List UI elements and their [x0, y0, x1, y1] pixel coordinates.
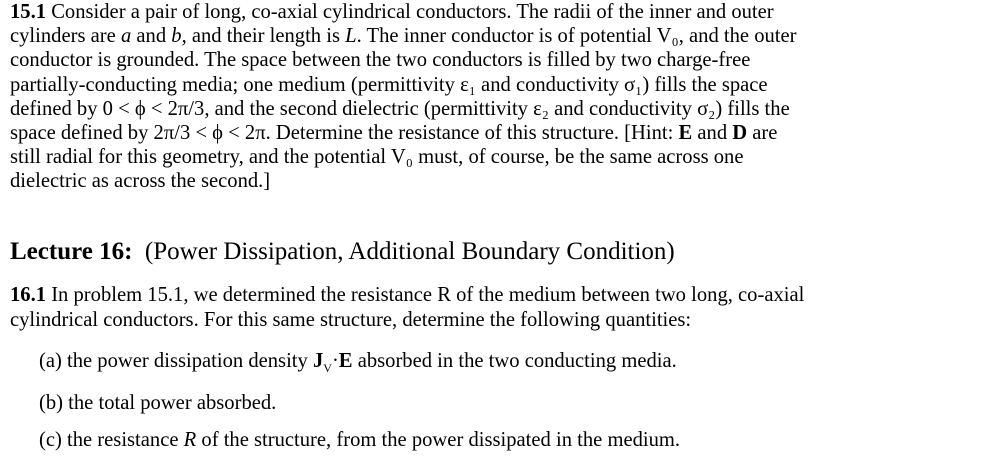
lecture-heading	[10, 237, 675, 267]
lecture-title: (Power Dissipation, Additional Boundary Condition)	[132, 238, 675, 265]
problem-15-1-line-1: 15.1 Consider a pair of long, co-axial cylindrical conductors. The radii of the inner and outer	[10, 1, 774, 23]
item-a: (a) the power dissipation density $J_V\cdot E$ absorbed in the two conducting media.	[39, 350, 677, 376]
problem-15-1-line-4: partially-conducting media; one medium (permittivity ε₁ and conductivity σ₁) fills the space	[10, 73, 768, 96]
problem-15-1-line-5: defined by 0 < ϕ < 2π/3, and the second dielectric (permittivity ε₂ and conductivity σ₂) fills the	[10, 97, 790, 120]
problem-15-1	[10, 0, 995, 194]
lecture-label: Lecture 16:	[10, 238, 133, 265]
problem-16-1-line-2: cylindrical conductors. For this same structure, determine the following quantities:	[10, 308, 692, 331]
item-b: (b) the total power absorbed.	[39, 392, 277, 414]
problem-number: 15.1	[10, 1, 47, 23]
item-c: (c) the resistance R of the structure, from the power dissipated in the medium.	[39, 429, 681, 451]
problem-15-1-line-2: cylinders are a and b, and their length is L. The inner conductor is of potential V₀, and the outer	[10, 25, 797, 48]
problem-number: 16.1	[10, 284, 47, 306]
problem-15-1-line-7: still radial for this geometry, and the potential V₀ must, of course, be the same across one	[10, 146, 744, 169]
problem-15-1-line-6: space defined by 2π/3 < ϕ < 2π. Determine the resistance of this structure. [Hint: E and D are	[10, 121, 778, 144]
problem-15-1-line-3: conductor is grounded. The space between the two conductors is filled by two charge-free	[10, 49, 751, 72]
problem-16-1	[10, 283, 995, 332]
problem-15-1-line-8: dielectric as across the second.]	[10, 170, 271, 193]
problem-16-1-line-1: 16.1 In problem 15.1, we determined the resistance R of the medium between two long, co-axial	[10, 284, 805, 306]
